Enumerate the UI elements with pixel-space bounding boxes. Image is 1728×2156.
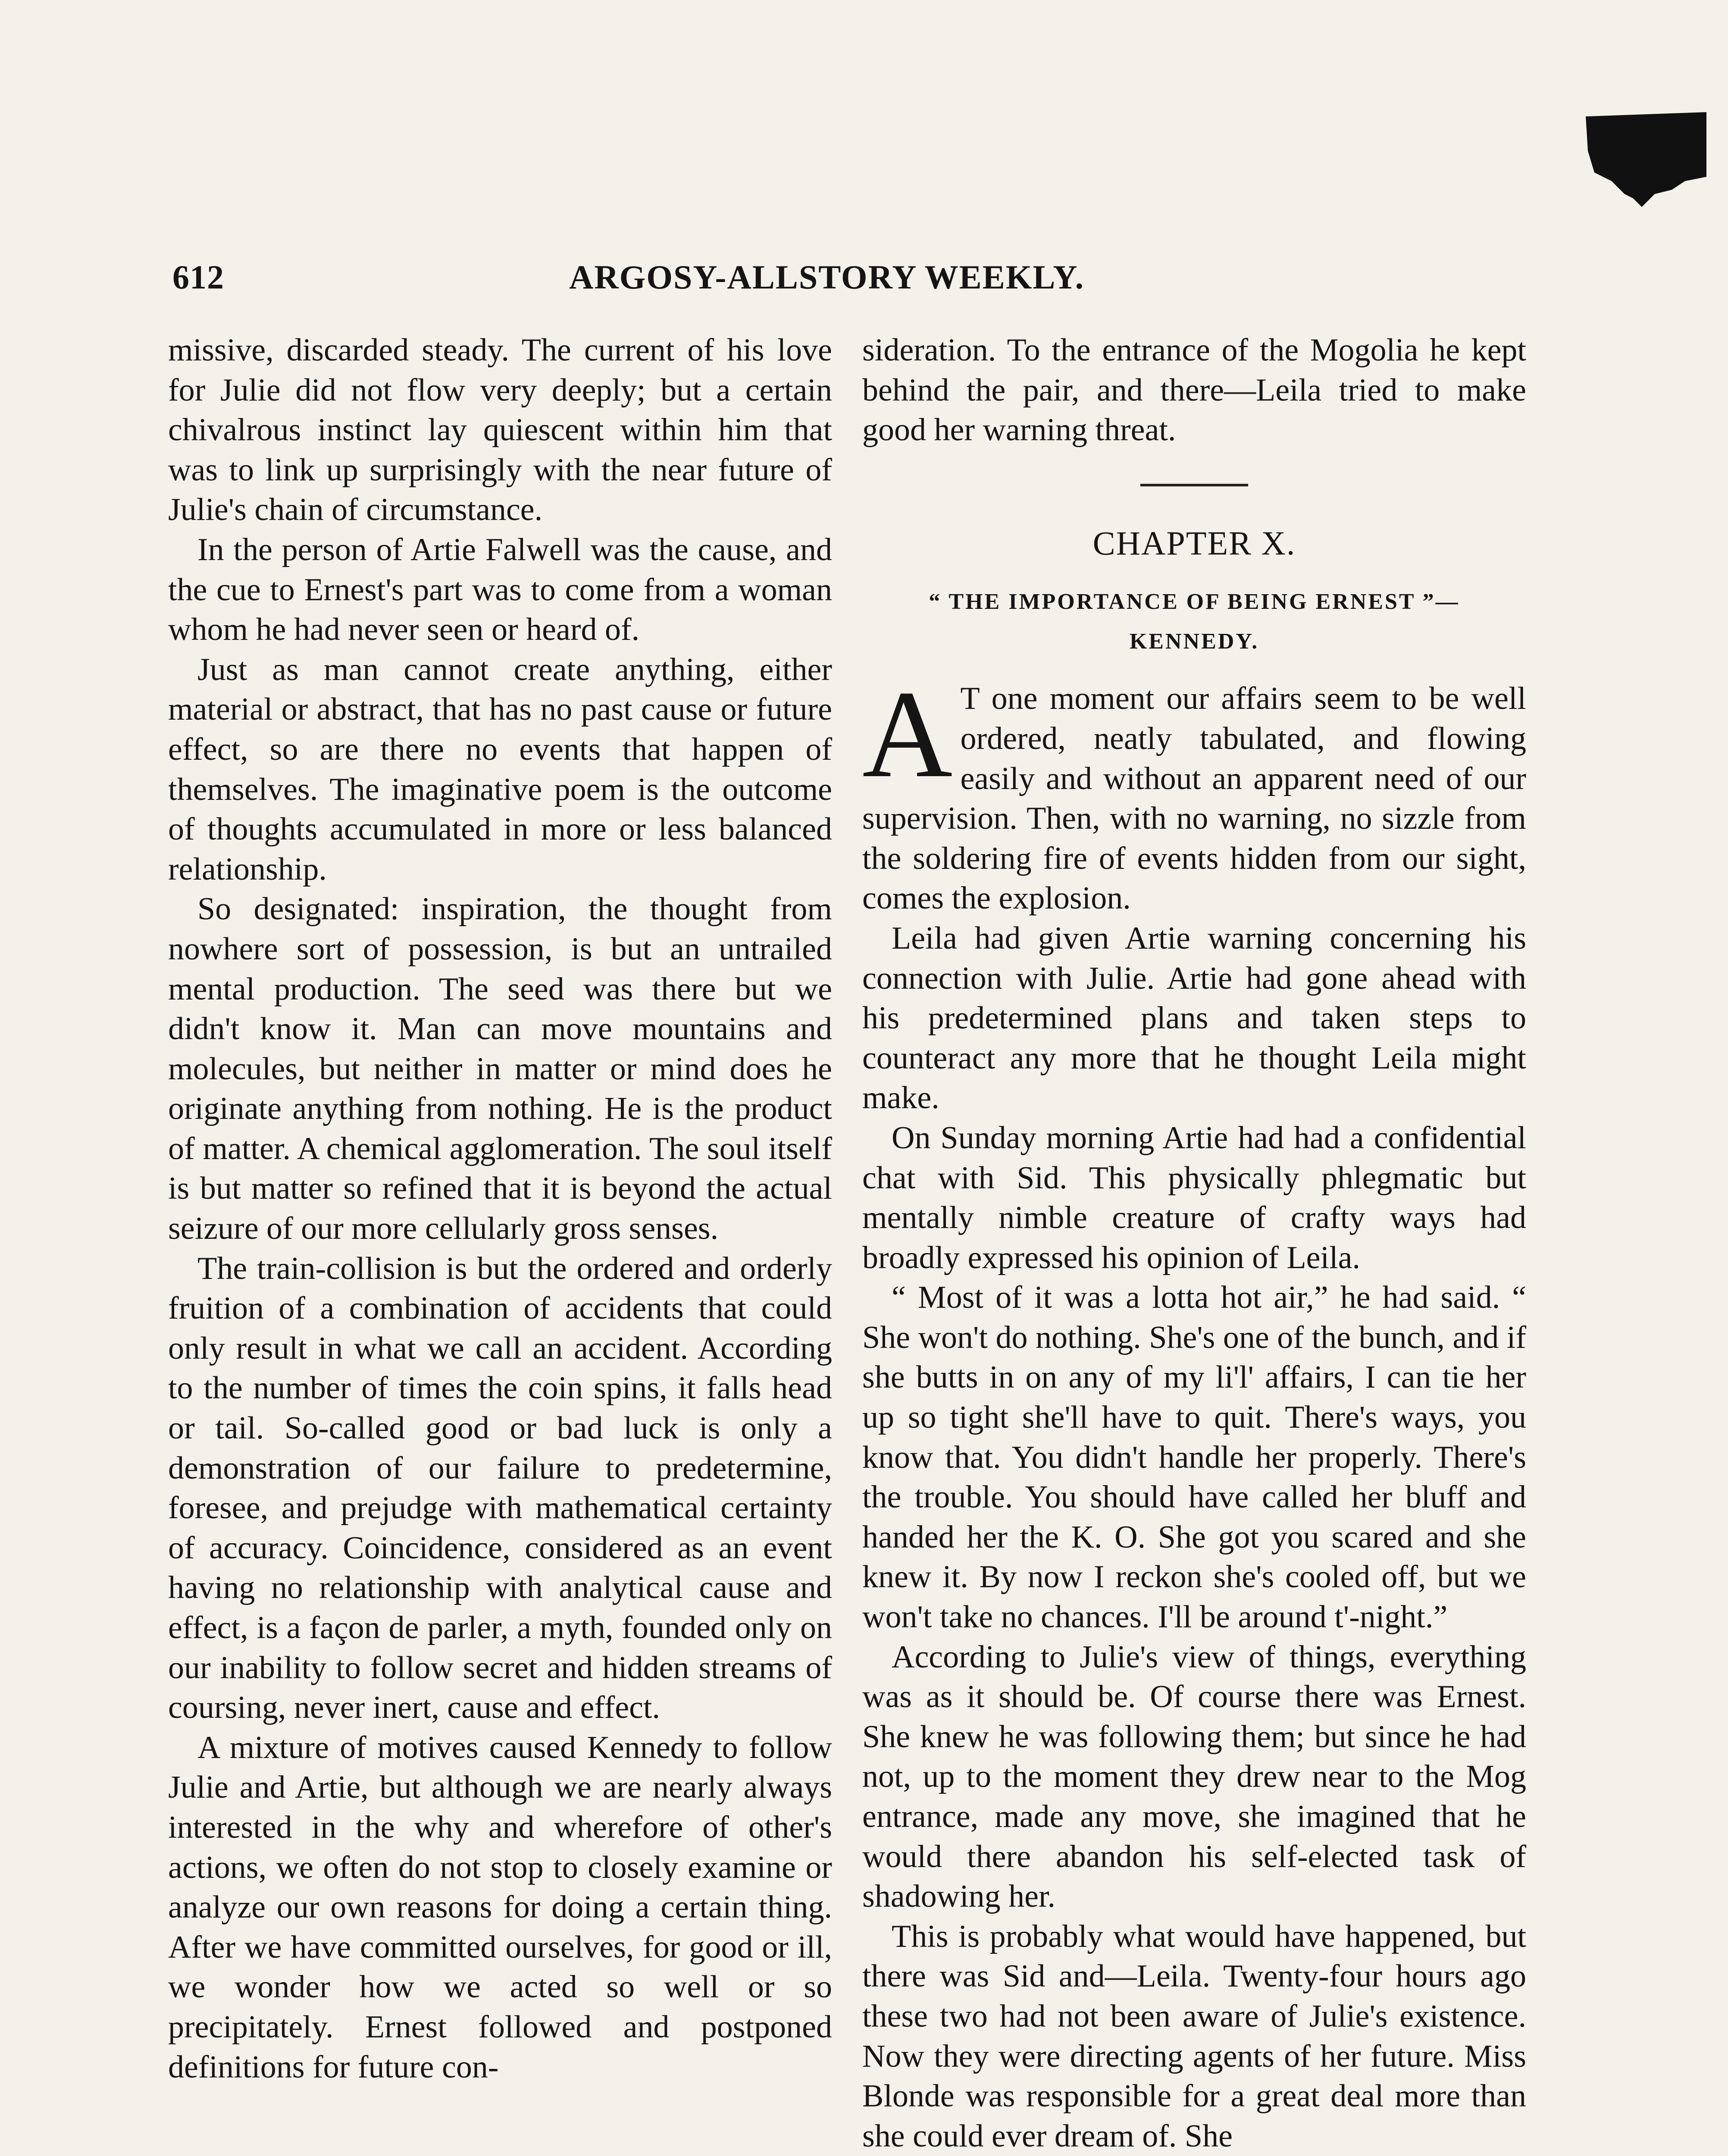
drop-cap: A	[862, 665, 953, 804]
right-column	[862, 330, 1526, 2156]
corner-ink-mark	[1577, 108, 1706, 211]
paragraph: On Sunday morning Artie had had a confidential chat with Sid. This physically phlegmatic but mentally nimble creature of crafty ways had broadly expressed his opinion of Leila.	[862, 1120, 1526, 1275]
paragraph: So designated: inspiration, the thought from nowhere sort of possession, is but an untrailed mental production. The seed was there but we didn't know it. Man can move mountains and molecules, but neither in matter or mind does he originate anything from nothing. He is the product of matter. A chemical agglomeration. The soul itself is but matter so refined that it is beyond the actual seizure of our more cellularly gross senses.	[168, 891, 832, 1247]
paragraph: The train-collision is but the ordered and orderly fruition of a combination of accidents that could only result in what we call an accident. According to the number of times the coin spins, it falls head or tail. So-called good or bad luck is only a demonstration of our failure to predetermine, foresee, and prejudge with mathematical certainty of accuracy. Coincidence, considered as an event having no relationship with analytical cause and effect, is a façon de parler, a myth, founded only on our inability to follow secret and hidden streams of coursing, never inert, cause and effect.	[168, 1250, 832, 1726]
paragraph: Just as man cannot create anything, either material or abstract, that has no past cause or future effect, so are there no events that happen of themselves. The imaginative poem is the outcome of thoughts accumulated in more or less balanced relationship.	[168, 652, 832, 887]
running-title: ARGOSY-ALLSTORY WEEKLY.	[569, 258, 1084, 296]
paragraph: This is probably what would have happened, but there was Sid and—Leila. Twenty-four hours ago these two had not been aware of Julie's existence. Now they were directing agents of her future. Miss Blonde was responsible for a great deal more than she could ever dream of. She	[862, 1918, 1526, 2154]
paragraph: According to Julie's view of things, everything was as it should be. Of course there was Ernest. She knew he was following them; but since he had not, up to the moment they drew near to the Mog entrance, made any move, she imagined that he would there abandon his self-elected task of shadowing her.	[862, 1639, 1526, 1915]
section-divider	[1140, 484, 1248, 486]
chapter-title: CHAPTER X.	[1093, 524, 1296, 562]
page-number: 612	[172, 258, 224, 296]
paragraph: A mixture of motives caused Kennedy to follow Julie and Artie, but although we are nearly always interested in the why and wherefore of other's actions, we often do not stop to closely examine or analyze our own reasons for doing a certain thing. After we have committed ourselves, for good or ill, we wonder how we acted so well or so precipitately. Ernest followed and postponed definitions for future con-	[168, 1730, 832, 2085]
opening-paragraph-text: T one moment our affairs seem to be well ordered, neatly tabulated, and flowing easily and without an apparent need of our supervision. Then, with no warning, no sizzle from the soldering fire of events hidden from our sight, comes the explosion.	[862, 681, 1526, 916]
paragraph: In the person of Artie Falwell was the cause, and the cue to Ernest's part was to come from a woman whom he had never seen or heard of.	[168, 532, 832, 648]
paragraph: “ Most of it was a lotta hot air,” he had said. “ She won't do nothing. She's one of the bunch, and if she butts in on any of my li'l' affairs, I can tie her up so tight she'll have to quit. There's ways, you know that. You didn't handle her properly. There's the trouble. You should have called her bluff and handed her the K. O. She got you scared and she knew it. By now I reckon she's cooled off, but we won't take no chances. I'll be around t'-night.”	[862, 1280, 1526, 1635]
page-header	[172, 258, 1104, 305]
left-column	[168, 330, 832, 2087]
paragraph: Leila had given Artie warning concerning his connection with Julie. Artie had gone ahead with his predetermined plans and taken steps to counteract any more that he thought Leila might make.	[862, 920, 1526, 1116]
opening-paragraph	[862, 665, 1526, 918]
continuation-paragraph: sideration. To the entrance of the Mogolia he kept behind the pair, and there—Leila tried to make good her warning threat.	[862, 332, 1526, 448]
chapter-subtitle-line: “ THE IMPORTANCE OF BEING ERNEST ”—	[929, 589, 1460, 614]
chapter-subtitle-line: KENNEDY.	[1129, 629, 1259, 654]
paragraph: missive, discarded steady. The current of his love for Julie did not flow very deeply; but a certain chivalrous instinct lay quiescent within him that was to link up surprisingly with the near future of Julie's chain of circumstance.	[168, 332, 832, 528]
chapter-subtitle	[862, 582, 1526, 661]
